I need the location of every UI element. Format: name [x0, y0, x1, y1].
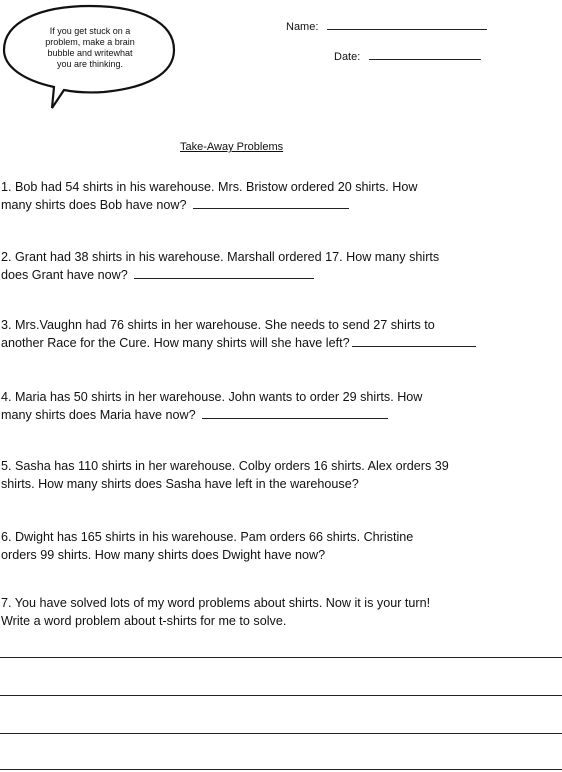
- writing-line[interactable]: [0, 695, 562, 696]
- problem-text: many shirts does Bob have now?: [1, 198, 187, 212]
- problem-text: another Race for the Cure. How many shirts will she have left?: [1, 336, 350, 350]
- problem-3: [1, 316, 559, 352]
- writing-line[interactable]: [0, 733, 562, 734]
- date-field: [334, 51, 481, 63]
- problem-text: 5. Sasha has 110 shirts in her warehouse. Colby orders 16 shirts. Alex orders 39: [1, 459, 449, 473]
- problem-2: [1, 248, 559, 284]
- bubble-line: If you get stuck on a: [49, 26, 131, 36]
- problem-text: Write a word problem about t-shirts for me to solve.: [1, 614, 287, 628]
- date-label: Date:: [334, 51, 361, 63]
- problem-text: many shirts does Maria have now?: [1, 408, 196, 422]
- bubble-line: problem, make a brain: [45, 37, 135, 47]
- problem-text: 3. Mrs.Vaughn had 76 shirts in her warehouse. She needs to send 27 shirts to: [1, 318, 435, 332]
- answer-blank[interactable]: [193, 207, 349, 209]
- writing-line[interactable]: [0, 769, 562, 770]
- thought-bubble-text: [28, 26, 152, 70]
- name-field: [286, 21, 487, 33]
- date-blank[interactable]: [369, 58, 481, 60]
- answer-blank[interactable]: [134, 277, 314, 279]
- problem-6: [1, 528, 559, 564]
- bubble-line: bubble and writewhat: [47, 48, 133, 58]
- bubble-line: you are thinking.: [56, 59, 124, 69]
- writing-line[interactable]: [0, 657, 562, 658]
- page-title: Take-Away Problems: [180, 141, 284, 153]
- problem-text: 7. You have solved lots of my word problems about shirts. Now it is your turn!: [1, 596, 431, 610]
- problem-text: 4. Maria has 50 shirts in her warehouse. John wants to order 29 shirts. How: [1, 390, 423, 404]
- problem-text: does Grant have now?: [1, 268, 128, 282]
- name-blank[interactable]: [327, 28, 487, 30]
- name-label: Name:: [286, 21, 319, 33]
- problem-text: 1. Bob had 54 shirts in his warehouse. Mrs. Bristow ordered 20 shirts. How: [1, 180, 418, 194]
- problem-4: [1, 388, 559, 424]
- problem-1: [1, 178, 559, 214]
- answer-blank[interactable]: [202, 417, 388, 419]
- problem-text: orders 99 shirts. How many shirts does Dwight have now?: [1, 548, 326, 562]
- problem-text: shirts. How many shirts does Sasha have left in the warehouse?: [1, 477, 359, 491]
- problem-5: [1, 457, 559, 493]
- problem-7: [1, 594, 559, 630]
- problem-text: 6. Dwight has 165 shirts in his warehouse. Pam orders 66 shirts. Christine: [1, 530, 414, 544]
- answer-blank[interactable]: [352, 345, 476, 347]
- problem-text: 2. Grant had 38 shirts in his warehouse. Marshall ordered 17. How many shirts: [1, 250, 440, 264]
